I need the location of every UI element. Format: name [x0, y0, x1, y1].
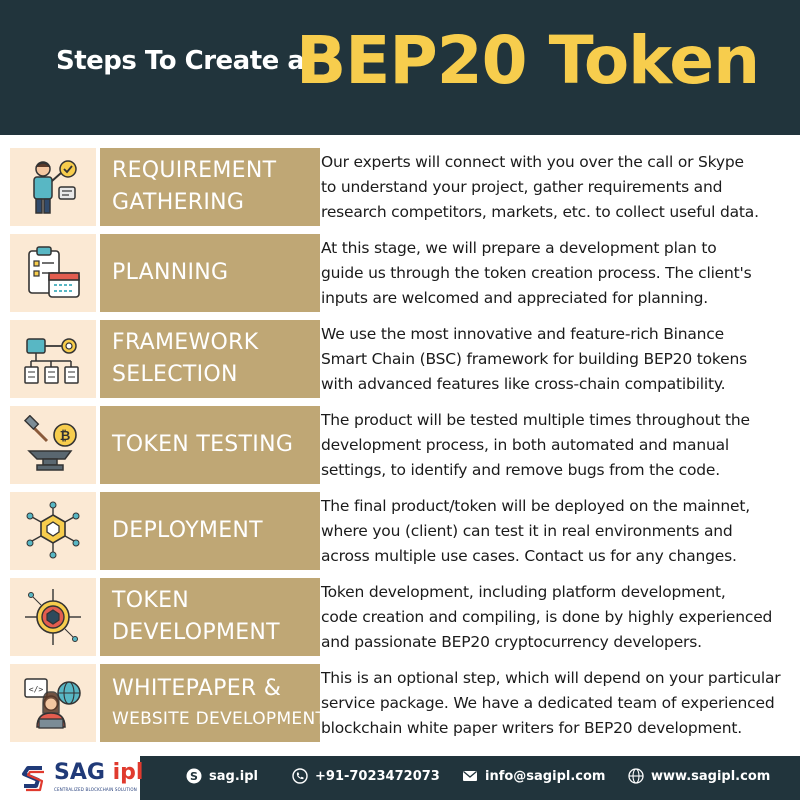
step-token-development [10, 578, 800, 656]
step-token-testing [10, 406, 800, 484]
step-description: We use the most innovative and feature-rich Binance Smart Chain (BSC) framework for building BEP20 tokens with advanced features like cross-chain compatibility. [321, 325, 747, 393]
website-url: www.sagipl.com [651, 768, 771, 784]
email-icon [462, 768, 478, 784]
skype-contact[interactable] [186, 768, 258, 784]
globe-icon [628, 768, 644, 784]
step-title-line: REQUIREMENT [112, 158, 277, 183]
step-title-line: PLANNING [112, 260, 229, 285]
svg-text:S: S [190, 770, 198, 783]
step-title-line: SELECTION [112, 362, 238, 387]
step-framework-selection [10, 320, 800, 398]
step-title-line: FRAMEWORK [112, 330, 259, 355]
svg-text:₿: ₿ [59, 429, 71, 444]
clipboard-calendar-icon [23, 243, 83, 303]
step-description: Our experts will connect with you over the call or Skype to understand your project, gather requirements and research competitors, markets, etc. to collect useful data. [321, 153, 759, 221]
skype-handle: sag.ipl [209, 768, 258, 784]
framework-hierarchy-icon [23, 329, 83, 389]
token-circuit-icon [23, 587, 83, 647]
phone-contact[interactable] [292, 768, 440, 784]
step-description: The final product/token will be deployed on the mainnet, where you (client) can test it in real environments and across multiple use cases. Contact us for any changes. [321, 497, 750, 565]
anvil-coin-icon [23, 415, 83, 475]
step-title-line: TOKEN [112, 588, 190, 613]
phone-number: +91-7023472073 [315, 768, 440, 784]
step-title-line: DEPLOYMENT [112, 518, 263, 543]
logo-accent-text: ipl [112, 760, 144, 785]
phone-icon [292, 768, 308, 784]
logo-tagline: CENTRALIZED BLOCKCHAIN SOLUTION [54, 787, 137, 792]
header-prefix: Steps To Create a [56, 46, 305, 76]
step-title-line: TOKEN TESTING [112, 432, 294, 457]
email-contact[interactable] [462, 768, 605, 784]
step-description: Token development, including platform development, code creation and compiling, is done by highly experienced and passionate BEP20 cryptocurrency developers. [321, 583, 773, 651]
step-description: At this stage, we will prepare a development plan to guide us through the token creation process. The client's inputs are welcomed and appreciated for planning. [321, 239, 752, 307]
step-title-line: GATHERING [112, 190, 245, 215]
svg-text:</>: </> [28, 685, 44, 694]
step-title-line: WEBSITE DEVELOPMENT [112, 709, 327, 729]
developer-globe-icon [23, 673, 83, 733]
logo-main-text: SAG [54, 760, 105, 785]
company-logo [0, 756, 144, 800]
step-title-line: WHITEPAPER & [112, 676, 282, 701]
blockchain-network-icon [23, 501, 83, 561]
step-deployment [10, 492, 800, 570]
step-planning [10, 234, 800, 312]
step-title-line: DEVELOPMENT [112, 620, 280, 645]
person-checklist-icon [23, 157, 83, 217]
step-description: This is an optional step, which will depend on your particular service package. We have a dedicated team of experienced blockchain white paper writers for BEP20 development. [321, 669, 781, 737]
step-whitepaper-website-development [10, 664, 800, 742]
website-contact[interactable] [628, 768, 770, 784]
footer-bar [0, 756, 800, 800]
sag-logo-icon [18, 762, 50, 794]
step-description: The product will be tested multiple times throughout the development process, in both automated and manual settings, to identify and remove bugs from the code. [321, 411, 750, 479]
skype-icon [186, 768, 202, 784]
email-address: info@sagipl.com [485, 768, 606, 784]
step-requirement-gathering [10, 148, 800, 226]
header-banner [0, 0, 800, 135]
header-title: BEP20 Token [296, 22, 760, 99]
